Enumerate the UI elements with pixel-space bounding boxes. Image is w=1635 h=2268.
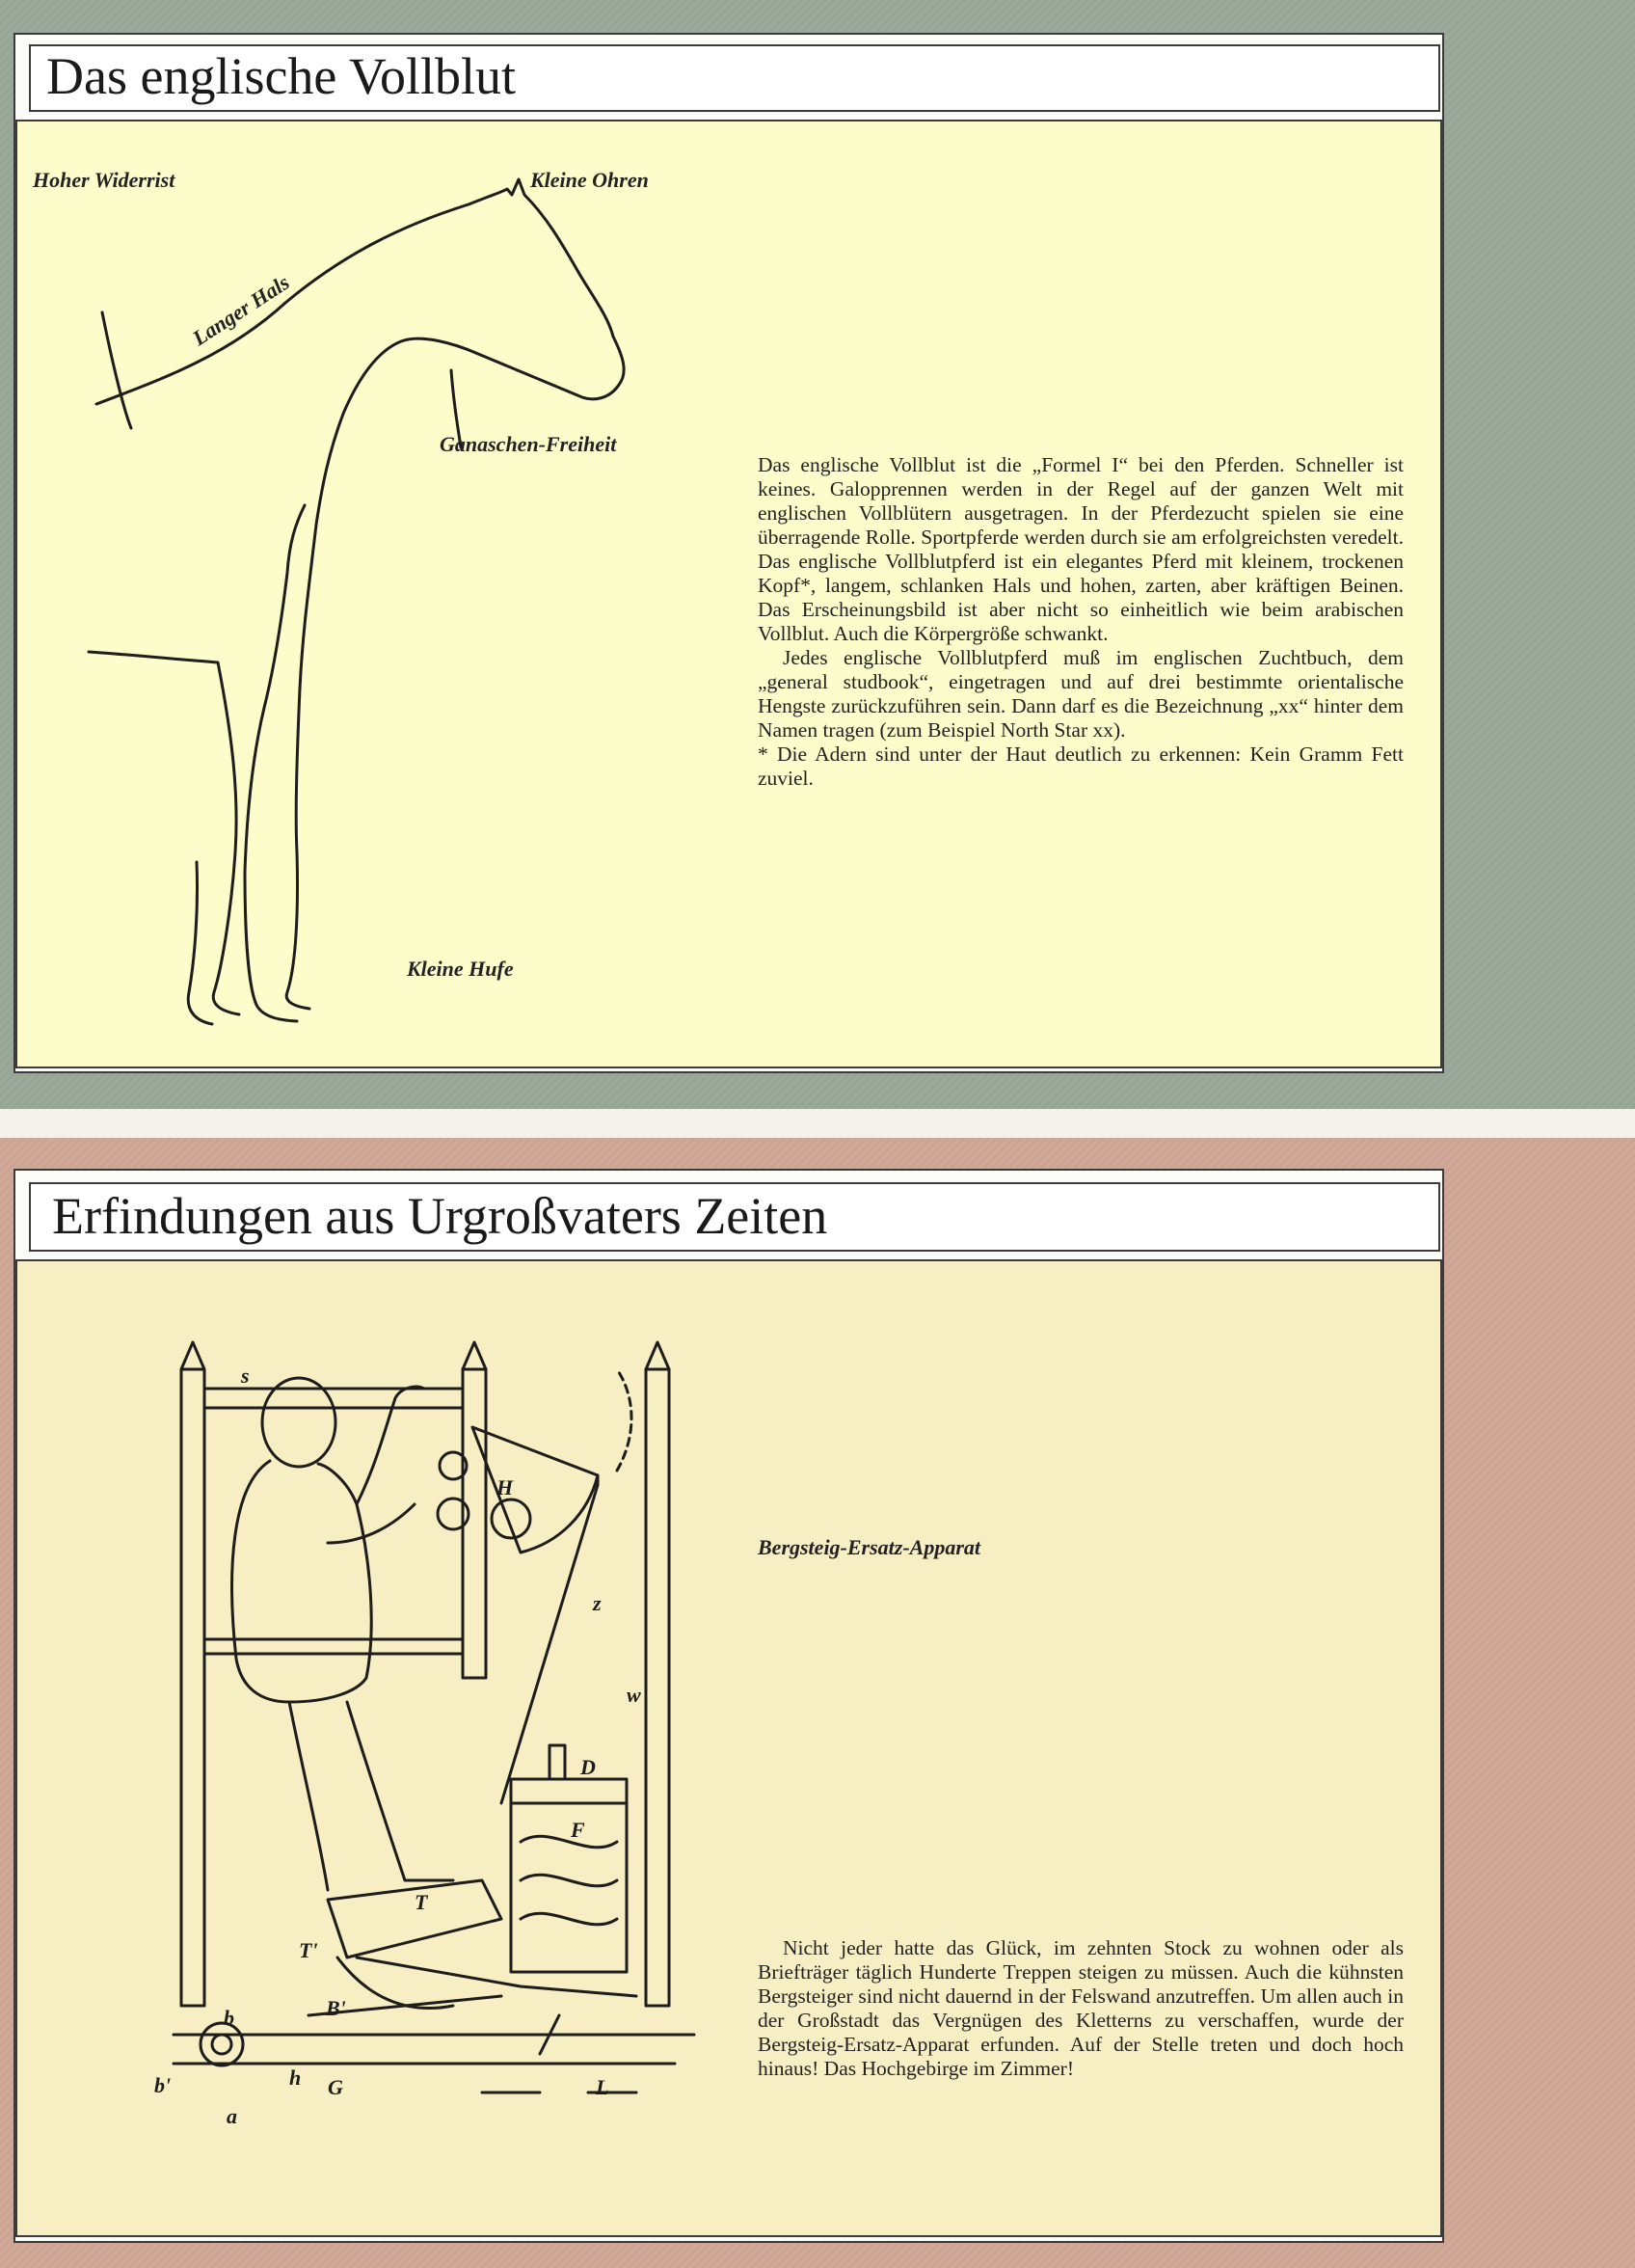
machine-caption: Bergsteig-Ersatz-Apparat: [758, 1535, 981, 1559]
diagram-letter-D: D: [580, 1755, 596, 1779]
paragraph-2: Jedes englische Vollblutpferd muß im englischen Zuchtbuch, dem „general studbook“, eingetragen und auf drei bestimmte orientalische Hengste zurückzuführen sein. Dann darf es die Bezeichnung „xx“ hinter dem Namen tragen (zum Beispiel North Star xx).: [758, 646, 1404, 742]
inventions-description: [758, 1936, 1404, 2081]
diagram-letter-T: T: [415, 1890, 428, 1914]
diagram-letter-s: s: [241, 1364, 250, 1388]
inventions-paragraph: Nicht jeder hatte das Glück, im zehnten Stock zu wohnen oder als Briefträger täglich Hunderte Treppen steigen zu müssen. Auch die kühnsten Bergsteiger sind nicht dauernd in der Felswand anzutreffen. Um allen auch in der Großstadt das Vergnügen des Kletterns zu verschaffen, wurde der Bergsteig-Ersatz-Apparat erfunden. Auf der Stelle treten und doch hoch hinaus! Das Hochgebirge im Zimmer!: [758, 1936, 1404, 2080]
page-gap: [0, 1109, 1635, 1138]
horse-outline-illustration: [15, 120, 748, 1065]
diagram-letter-H: H: [496, 1475, 514, 1499]
label-hooves: Kleine Hufe: [407, 957, 514, 981]
label-ears: Kleine Ohren: [530, 168, 649, 192]
diagram-letter-w: w: [627, 1683, 641, 1707]
section-title: Erfindungen aus Urgroßvaters Zeiten: [52, 1187, 828, 1245]
diagram-letter-B-prime: B': [326, 1996, 346, 2020]
climbing-machine-illustration: [135, 1321, 713, 2141]
diagram-letter-F: F: [571, 1818, 585, 1842]
diagram-letter-z: z: [593, 1591, 602, 1615]
diagram-letter-L: L: [596, 2075, 609, 2099]
diagram-letter-T-prime: T': [299, 1938, 318, 1962]
diagram-letter-h: h: [289, 2066, 302, 2090]
diagram-letter-b: b: [224, 2006, 234, 2030]
section-title-box-2: [29, 1182, 1440, 1252]
label-neck: Langer Hals: [188, 269, 294, 351]
diagram-letter-a: a: [227, 2104, 237, 2128]
diagram-letter-G: G: [328, 2075, 343, 2099]
page-title: Das englische Vollblut: [46, 47, 516, 105]
diagram-letter-b-prime: b': [154, 2073, 172, 2097]
label-throat: Ganaschen-Freiheit: [440, 432, 617, 456]
section-title-box: [29, 44, 1440, 112]
footnote: * Die Adern sind unter der Haut deutlich zu erkennen: Kein Gramm Fett zuviel.: [758, 742, 1404, 790]
thoroughbred-description: [758, 453, 1404, 791]
paragraph-1: Das englische Vollblut ist die „Formel I“ bei den Pferden. Schneller ist keines. Galopprennen werden in der Regel auf der ganzen Welt mit englischen Vollblütern ausgetragen. In der Pferdezucht spielen sie eine überragende Rolle. Sportpferde werden durch sie am erfolgreichsten veredelt. Das englische Vollblutpferd ist ein elegantes Pferd mit kleinem, trockenen Kopf*, langem, schlanken Hals und hohen, zarten, aber kräftigen Beinen. Das Erscheinungsbild ist aber nicht so einheitlich wie beim arabischen Vollblut. Auch die Körpergröße schwankt.: [758, 453, 1404, 645]
label-withers: Hoher Widerrist: [33, 168, 175, 192]
